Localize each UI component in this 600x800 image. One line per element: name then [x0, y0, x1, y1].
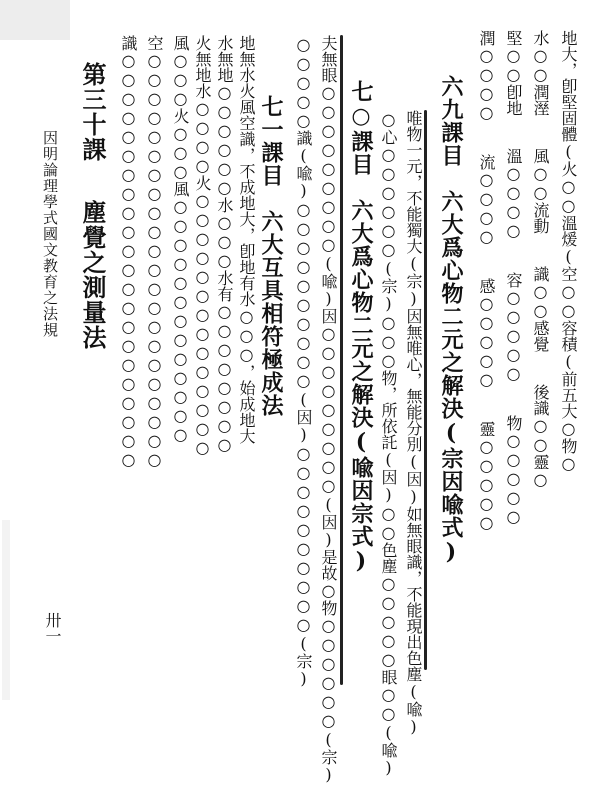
lesson-70-line-2: ○○○○○識(喩)○○○○○○○○○○(因)○○○○○○○○○○(宗) [294, 35, 313, 688]
lesson-70-heading: 七○課目 六大爲心物二元之解決(喩因宗式) [348, 80, 374, 575]
lesson-71-line-5: 空○○○○○○○○○○○○○○○○○○○○○○ [145, 35, 164, 469]
page-number: 卅一 [43, 612, 62, 644]
lesson-71-line-3: 火無地水○○○○火○○○○○○○○○○○○○○ [193, 35, 212, 457]
table-col-3: 堅○○卽地 溫○○○○ 容○○○○○ 物○○○○○ [504, 30, 523, 526]
lesson-30-label: 第三十課 [78, 62, 107, 162]
lesson-71-line-1: 地無水火風空識，不成地大，卽地有水○○○，始成地大 [237, 35, 256, 444]
lesson-71-line-4: 風○○○火○○○風○○○○○○○○○○○○○ [171, 35, 190, 444]
lesson-71-line-6: 識○○○○○○○○○○○○○○○○○○○○○○ [119, 35, 138, 469]
lesson-69-line-1: 唯物一元，不能獨大(宗)因無唯心，無能分別(因)如無眼識，不能現出色塵(喩) [404, 110, 423, 736]
lesson-30-title: 塵覺之測量法 [78, 200, 107, 350]
lesson-69-line-2: ○心○○○○○○(宗)○○○物，所依託(因)○○色塵○○○○○眼○○(喩) [379, 110, 398, 777]
gutter-title: 因明論理學式國文教育之法規 [41, 130, 59, 338]
lesson-71-line-2: 水無地○○○○○○水○○○水有○○○○○○○○ [215, 35, 234, 454]
table-col-2: 水○○潤溼 風○○流動 識○○感覺 後識○○靈○ [531, 30, 550, 489]
lesson-69-heading: 六九課目 六大爲心物二元之解決(宗因喩式) [438, 75, 464, 566]
lesson-70-line-1: 夫無眼○○○○○○○○○(喩)因○○○○○○○○○(因)是故○物○○○○○○(宗) [319, 35, 338, 784]
scan-noise-top-left [0, 0, 70, 40]
table-col-4: 潤○○○○ 流○○○○ 感○○○○○ 靈○○○○○ [477, 30, 496, 532]
lesson-71-heading: 七一課目 六大互具相符極成法 [258, 95, 284, 417]
scan-noise-left-edge [2, 520, 10, 700]
lesson-70-bracket [340, 35, 343, 685]
lesson-69-bracket [424, 110, 427, 670]
table-col-1: 地大，卽堅固體(火○○溫煖(空○○容積(前五大○物○ [559, 30, 578, 473]
